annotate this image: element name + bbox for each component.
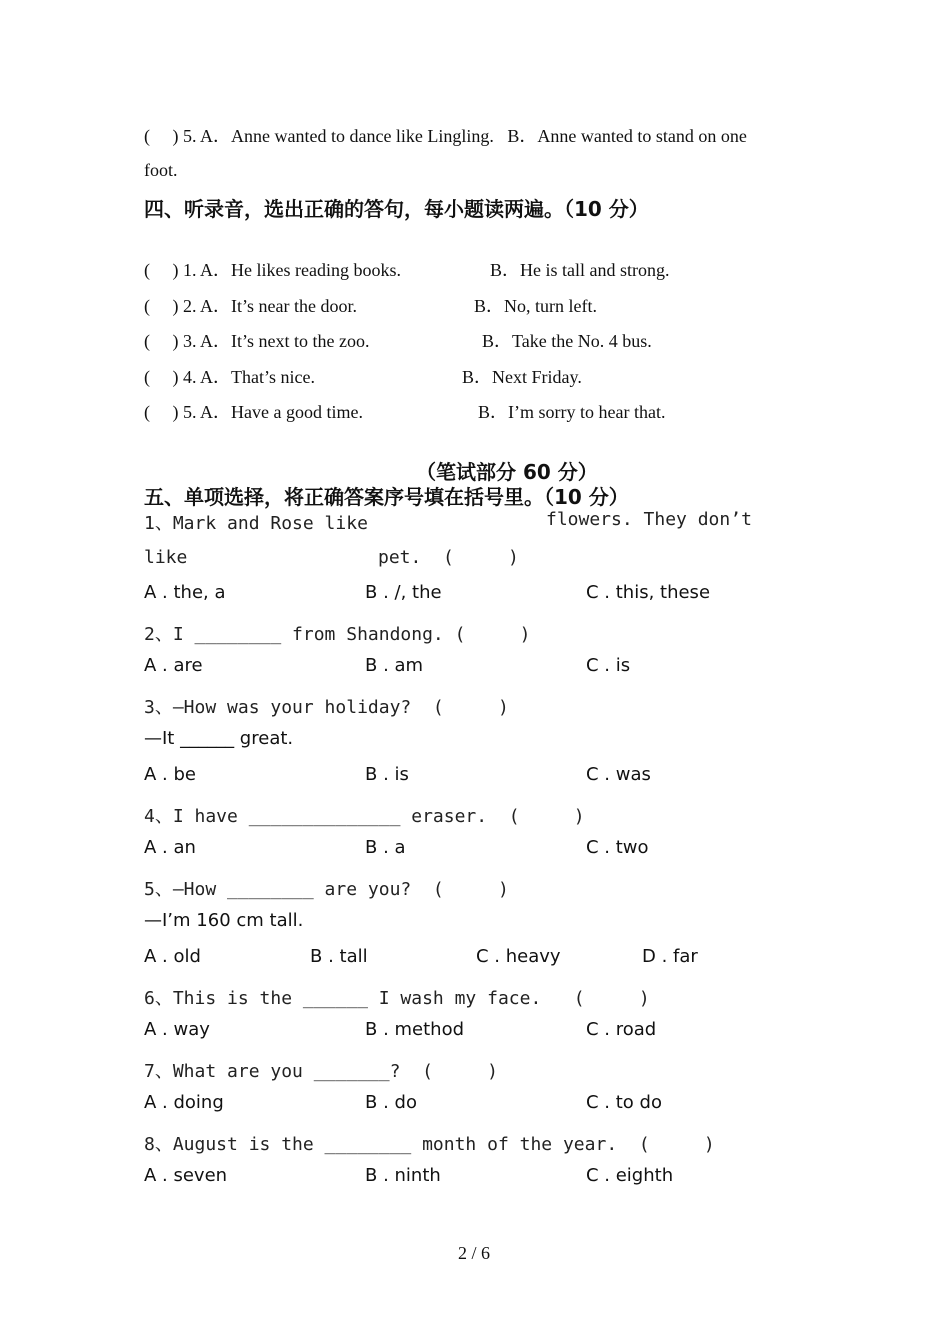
- section4-item-5-b: B．I’m sorry to hear that.: [478, 402, 666, 422]
- section4-item-2-b: B．No, turn left.: [474, 296, 597, 316]
- q7-option-a: A . doing: [144, 1092, 224, 1113]
- section3-question-5-cont: foot.: [144, 160, 178, 180]
- q3-sub: —It ______ great.: [144, 728, 294, 749]
- q1-text-d: pet. ( ): [378, 547, 519, 568]
- section4-item-3-a: ( ) 3. A．It’s next to the zoo.: [144, 331, 370, 351]
- q4-text: 4、I have ______________ eraser. ( ): [144, 806, 585, 827]
- q3-text: 3、—How was your holiday? ( ): [144, 697, 509, 718]
- q8-option-b: B . ninth: [365, 1165, 441, 1186]
- q5-option-a: A . old: [144, 946, 201, 967]
- q5-option-d: D . far: [642, 946, 698, 967]
- q3-option-b: B . is: [365, 764, 409, 785]
- q4-option-a: A . an: [144, 837, 196, 858]
- q8-option-a: A . seven: [144, 1165, 228, 1186]
- q8-option-c: C . eighth: [586, 1165, 674, 1186]
- section5-heading: 五、单项选择，将正确答案序号填在括号里。（10 分）: [144, 485, 629, 509]
- q1-option-c: C . this, these: [586, 582, 711, 603]
- q1-option-a: A . the, a: [144, 582, 226, 603]
- q1-text-a: 1、Mark and Rose like: [144, 513, 368, 534]
- section4-item-4-a: ( ) 4. A．That’s nice.: [144, 367, 315, 387]
- q7-option-c: C . to do: [586, 1092, 662, 1113]
- q6-text: 6、This is the ______ I wash my face. ( ): [144, 988, 650, 1009]
- section4-item-3-b: B．Take the No. 4 bus.: [482, 331, 652, 351]
- q1-text-c: like: [144, 547, 188, 568]
- q1-text-b: flowers. They don’t: [546, 509, 752, 530]
- q6-option-b: B . method: [365, 1019, 465, 1040]
- q5-option-c: C . heavy: [476, 946, 561, 967]
- q4-option-c: C . two: [586, 837, 649, 858]
- q2-option-c: C . is: [586, 655, 631, 676]
- q2-option-a: A . are: [144, 655, 203, 676]
- q5-option-b: B . tall: [310, 946, 368, 967]
- q3-option-c: C . was: [586, 764, 651, 785]
- q5-sub: —I’m 160 cm tall.: [144, 910, 304, 931]
- section4-item-4-b: B．Next Friday.: [462, 367, 582, 387]
- section4-item-1-b: B．He is tall and strong.: [490, 260, 670, 280]
- q6-option-a: A . way: [144, 1019, 210, 1040]
- q3-option-a: A . be: [144, 764, 196, 785]
- section4-item-1-a: ( ) 1. A．He likes reading books.: [144, 260, 401, 280]
- q4-option-b: B . a: [365, 837, 406, 858]
- q7-option-b: B . do: [365, 1092, 417, 1113]
- q5-text: 5、—How ________ are you? ( ): [144, 879, 509, 900]
- section3-question-5: ( ) 5. A．Anne wanted to dance like Lingling. B．Anne wanted to stand on one: [144, 126, 747, 146]
- page-number: 2 / 6: [458, 1243, 491, 1263]
- q7-text: 7、What are you _______? ( ): [144, 1061, 498, 1082]
- section4-item-5-a: ( ) 5. A．Have a good time.: [144, 402, 363, 422]
- q8-text: 8、August is the ________ month of the year. ( ): [144, 1134, 715, 1155]
- written-part-title: （笔试部分 60 分）: [416, 460, 598, 484]
- q6-option-c: C . road: [586, 1019, 657, 1040]
- q1-option-b: B . /, the: [365, 582, 442, 603]
- section4-heading: 四、听录音，选出正确的答句，每小题读两遍。（10 分）: [144, 197, 649, 221]
- q2-option-b: B . am: [365, 655, 424, 676]
- section4-item-2-a: ( ) 2. A．It’s near the door.: [144, 296, 357, 316]
- q2-text: 2、I ________ from Shandong. ( ): [144, 624, 531, 645]
